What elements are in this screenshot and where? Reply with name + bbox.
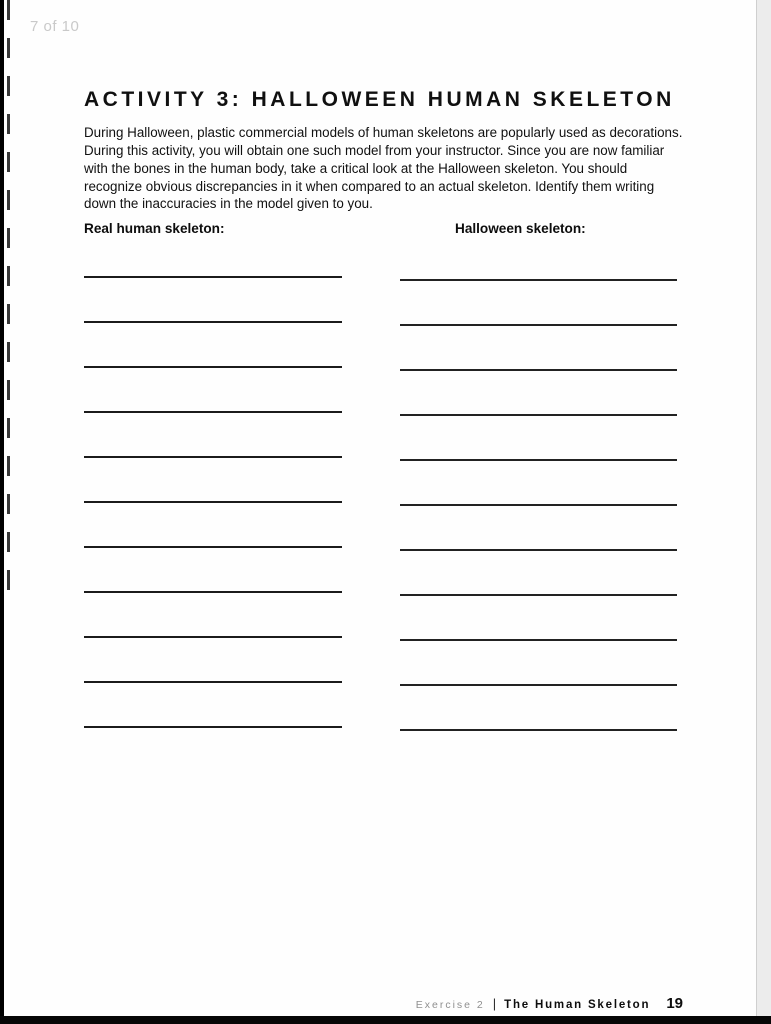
answer-line <box>400 371 677 416</box>
footer-section-title: The Human Skeleton <box>504 999 651 1011</box>
footer-separator: | <box>492 996 497 1011</box>
answer-lines-real-skeleton <box>84 233 342 728</box>
answer-line <box>84 458 342 503</box>
answer-line <box>400 641 677 686</box>
answer-line <box>84 638 342 683</box>
answer-line <box>84 683 342 728</box>
answer-line <box>400 686 677 731</box>
activity-title: ACTIVITY 3: HALLOWEEN HUMAN SKELETON <box>84 88 675 112</box>
answer-lines-halloween-skeleton <box>400 236 677 731</box>
answer-line <box>84 278 342 323</box>
footer-page-number: 19 <box>666 995 683 1012</box>
answer-line <box>84 413 342 458</box>
answer-line <box>400 416 677 461</box>
answer-line <box>84 368 342 413</box>
column-header-halloween-skeleton: Halloween skeleton: <box>455 221 586 236</box>
answer-line <box>400 236 677 281</box>
footer-exercise-label: Exercise 2 <box>415 999 485 1011</box>
answer-line <box>84 593 342 638</box>
column-header-real-skeleton: Real human skeleton: <box>84 221 225 236</box>
answer-line <box>84 323 342 368</box>
answer-line <box>400 596 677 641</box>
answer-line <box>84 503 342 548</box>
answer-line <box>400 461 677 506</box>
answer-line <box>400 551 677 596</box>
answer-line <box>84 548 342 593</box>
scan-edge-left-dashes <box>7 0 10 600</box>
viewer-page-indicator: 7 of 10 <box>30 18 80 35</box>
answer-line <box>84 233 342 278</box>
answer-line <box>400 506 677 551</box>
intro-paragraph: During Halloween, plastic commercial models of human skeletons are popularly used as decorations. During this activity, you will obtain one such model from your instructor. Since you are now familiar with the bones in the human body, take a critical look at the Halloween skeleton. You should recognize obvious discrepancies in it when compared to an actual skeleton. Identify them writing down the inaccuracies in the model given to you. <box>84 125 683 212</box>
scan-edge-left <box>0 0 4 1024</box>
page-footer <box>416 995 683 1012</box>
answer-line <box>400 281 677 326</box>
scan-edge-bottom <box>0 1016 771 1024</box>
scan-edge-right <box>756 0 771 1024</box>
answer-line <box>400 326 677 371</box>
